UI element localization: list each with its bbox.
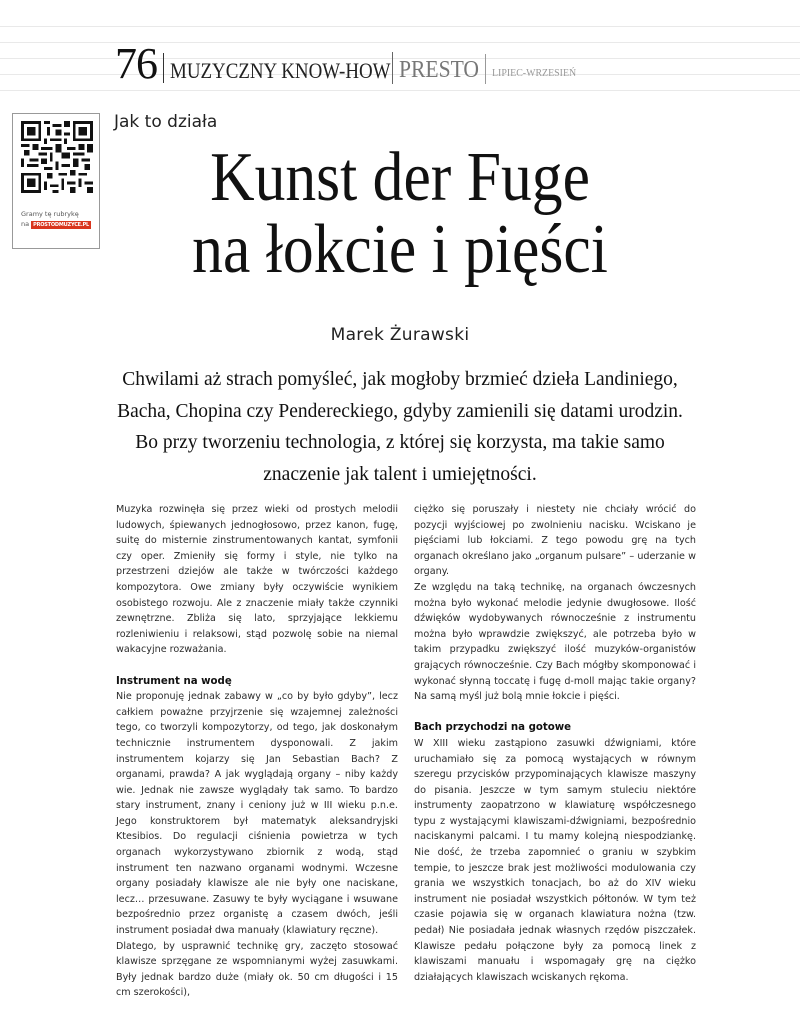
page-header [115, 36, 586, 86]
header-divider [163, 53, 164, 83]
article-author: Marek Żurawski [330, 325, 470, 345]
header-divider [485, 54, 486, 84]
section-name: MUZYCZNY KNOW-HOW [170, 58, 391, 83]
qr-caption-line: Gramy tę rubrykę [21, 210, 79, 218]
article-title [0, 139, 800, 288]
text-column-right [414, 502, 696, 985]
magazine-name: PRESTO [399, 57, 480, 83]
staff-line [0, 90, 800, 91]
paragraph: Muzyka rozwinęła się przez wieki od prostych melodii ludowych, śpiewanych jednogłosowo, przez kanon, fugę, suitę do misternie zinstrumentowanych kantat, symfonii czy oper. Zmieniły się formy i style, nie tylko na przestrzeni dziejów ale także w twórczości każdego kompozytora. Owe zmiany były oczywiście wynikiem osobistego rozwoju. Ale z znaczenie miały także czynniki zewnętrzne. Zbliża się lato, sprzyjające lekkiemu rozleniwieniu i relaksowi, stąd pozwolę sobie na niemal wakacyjne rozważania. [116, 504, 398, 656]
paragraph: W XIII wieku zastąpiono zasuwki dźwigniami, które uruchamiało się za pomocą wystających w równym szeregu przycisków przypominających klawisze maszyny do pisania. Jeszcze w tym samym stuleciu niektóre instrumenty zaopatrzono w klawiaturę współczesnego typu z wystającymi klawiszami-dźwigniami, bezpośrednio naciskanymi palcami. I tu mamy kolejną niespodziankę. Nie dość, że trzeba zapomnieć o graniu w szybkim tempie, to jeszcze brak jest możliwości modulowania czy grania we wszystkich tonacjach, bo aż do XIV wieku instrument nie posiadał wszystkich półtonów. W tym też czasie pojawia się w organach klawiatura nożna (tzw. pedał) Nie posiadała jednak własnych rzędów piszczałek. Klawisze pedału połączone były za pomocą linek z klawiszami manuału i wspomagały grę na ciężko działających klawiszach wciskanych rękoma. [414, 737, 696, 983]
text-column-left [116, 502, 398, 1001]
article-kicker: Jak to działa [114, 112, 218, 132]
website-badge[interactable]: PROSTODMUZYCE.PL [33, 222, 90, 228]
article-lead: Chwilami aż strach pomyśleć, jak mogłoby brzmieć dzieła Landiniego, Bacha, Chopina czy Pendereckiego, gdyby zamienili się datami urodzin. Bo przy tworzeniu technologia, z której się korzysta, ma takie samo znaczenie jak talent i umiejętności. [117, 369, 683, 485]
title-line-1: Kunst der Fuge [210, 139, 590, 216]
qr-caption-prefix: na [21, 220, 30, 228]
staff-line [0, 26, 800, 27]
title-line-2: na łokcie i pięści [192, 211, 608, 288]
subheading: Instrument na wodę [116, 675, 232, 687]
subheading: Bach przychodzi na gotowe [414, 722, 572, 734]
page-number: 76 [115, 39, 157, 88]
paragraph: Ze względu na taką technikę, na organach ówczesnych można było wykonać melodie jedynie dwugłosowe. Ilość dźwięków wydobywanych równocześnie z instrumentu można było wprawdzie zwiększyć, ale potrzeba było w takim przypadku zwiększyć ilość muzyków-organistów grających równocześnie. Czy Bach mógłby skomponować i wykonać słynną toccatę i fugę d-moll mając takie organy? Na samą myśl już bolą mnie łokcie i pięści. [414, 581, 696, 703]
header-divider [392, 52, 393, 84]
paragraph: ciężko się poruszały i niestety nie chciały wrócić do pozycji wyjściowej po zwolnieniu nacisku. Wciskano je pięściami lub łokciami. Z tego powodu grę na tych organach określano jako „organum pulsare” – uderzanie w organy. [414, 504, 696, 578]
issue-date: LIPIEC-WRZESIEŃ [492, 67, 577, 79]
paragraph: Dlatego, by usprawnić technikę gry, zaczęto stosować klawisze sprzęgane ze wspomnianymi wyżej zasuwkami. Były jednak bardzo duże (miały ok. 50 cm długości i 15 cm szerokości), [116, 940, 398, 999]
paragraph: Nie proponuję jednak zabawy w „co by było gdyby”, lecz całkiem poważne przyjrzenie się wzajemnej zależności tego, co tworzyli kompozytorzy, od tego, jak doskonałym technicznie instrumentem dysponowali. Z jakim instrumentem kojarzy się Jan Sebastian Bach? Z organami, prawda? A jak wyglądają organy – niby każdy wie. Jednak nie zawsze wyglądały tak samo. To bardzo stary instrument, znany i ceniony już w III wieku p.n.e. Jego konstruktorem był matematyk aleksandryjski Ktesibios. Do regulacji ciśnienia powietrza w tych organach wykorzystywano zbiornik z wodą, stąd instrument ten nazwano organami wodnymi. Wczesne organy posiadały klawisze ale nie były one naciskane, lecz… przesuwane. Zasuwy te były wyciągane i wsuwane bezpośrednio przez organistę a czasem dwóch, jeśli instrument posiadał dwa manuały (klawiatury ręczne). [116, 691, 398, 937]
